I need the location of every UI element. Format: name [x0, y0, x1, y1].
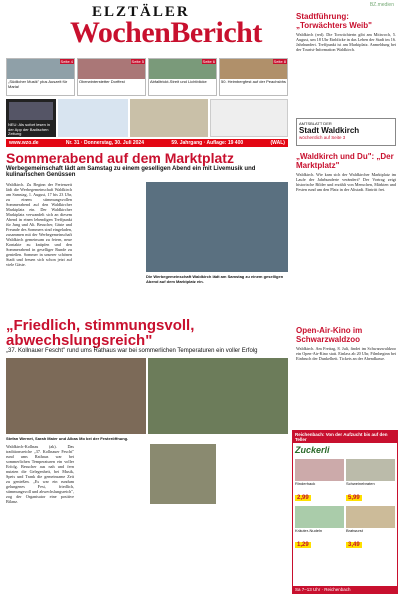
- ad-item-image: [346, 459, 395, 481]
- issue-info-bar: [6, 139, 288, 147]
- website-link[interactable]: www.wzo.de: [9, 140, 39, 146]
- article1-subhead: Werbegemeinschaft lädt am Samstag zu einem geselligen Abend ein mit Livemusik und kulinarischen Genüssen: [6, 166, 256, 178]
- advertisement[interactable]: [292, 430, 398, 594]
- article2-photo-secondary: [148, 358, 288, 434]
- feature-image: [130, 99, 208, 137]
- badge-main: Stadt Waldkirch: [299, 126, 360, 135]
- article2-photo-main: [6, 358, 146, 434]
- ad-item: [295, 506, 344, 551]
- teaser-page: Seite 8: [273, 59, 286, 64]
- article2-body-continued: [78, 444, 146, 594]
- sidebar-title-1: Stadtführung: „Torwächters Weib": [296, 12, 372, 30]
- edition-info: 59. Jahrgang · Auflage: 19 400: [171, 140, 244, 146]
- ad-item-price: 1,29: [297, 542, 309, 548]
- ad-item: [346, 506, 395, 551]
- app-promo-text: NEU: Als sofort lesen in der App der Badischen Zeitung: [8, 122, 51, 136]
- masthead-sub: ELZTÄLER: [92, 4, 190, 20]
- sidebar-text-1: Waldkirch (red). Die Torwächterin gibt am Mittwoch, 5. August, um 18 Uhr Einblicke in das Leben der Stadt im 16. Jahrhundert. Treffpunkt ist am Marktplatz. Anmeldung bei der Tourist-Information Waldkirch.: [296, 32, 396, 52]
- sidebar-text-3: Waldkirch. Am Freitag, 8. Juli, findet im Schwarzwaldzoo ein Open-Air-Kino statt. Einlass ab 20 Uhr, Filmbeginn bei Einbruch der Dunkelheit. Tickets an der Abendkasse.: [296, 346, 396, 361]
- ad-item-price: 5,99: [348, 495, 360, 501]
- ad-item-image: [295, 506, 344, 528]
- article2-body-right: [220, 444, 288, 594]
- ad-item-name: Kräuter-Nudeln: [295, 528, 323, 533]
- app-promo[interactable]: [6, 99, 56, 137]
- article1-headline: Sommerabend auf dem Marktplatz: [6, 150, 234, 166]
- ad-header: Reichenbach: Von der Aufzucht bis auf den Teller: [293, 431, 397, 443]
- teaser-3[interactable]: [148, 58, 217, 96]
- amtsblatt-badge[interactable]: [296, 118, 396, 146]
- article1-body-continued: [76, 182, 142, 312]
- publisher-logo: BZ.medien: [369, 2, 394, 8]
- ad-item-price: 3,49: [348, 542, 360, 548]
- masthead-title: WochenBericht: [70, 16, 262, 49]
- teaser-page: Seite 6: [202, 59, 215, 64]
- ad-item-name: Bratwurst: [346, 528, 363, 533]
- article2-body: Waldkirch-Kollnau (ak). Das traditionsreiche „37. Kollnauer Fescht" rund ums Rathaus war bei sommerlichen Temperaturen ein voller Erfolg. Besucher aus nah und fern nutzten die Gelegenheit, bei Musik, Speis und Trank die gemeinsame Zeit zu genießen. „Es war ein rundum gelungenes Fest, friedlich, stimmungsvoll und abwechslungsreich", zog der Organisator eine positive Bilanz.: [6, 444, 74, 504]
- article1-body: Waldkirch. Zu Beginn der Ferienzeit lädt die Werbegemeinschaft Waldkirch am Samstag, 1. August, 17 bis 23 Uhr, zu einem stimmungsvollen Sommerabend auf den Waldkircher Marktplatz ein. Der Waldkircher Marktplatz verwandelt sich an diesem Abend in einen lebendigen Treffpunkt für Jung und Alt. Besucher, Gäste und Freunde des Sommers sind eingeladen, zusammen mit der Werbegemeinschaft Waldkirch gemeinsam zu feiern, neue Kontakte zu knüpfen und den Sommerabend in geselliger Runde zu genießen. Sommer in unserer schönen Stadt und freuen sich schon jetzt auf viele Gäste.: [6, 182, 72, 267]
- teaser-caption: „Südlicher Musik" plus Auszeit für Maria!: [8, 79, 68, 89]
- badge-top: AMTSBLATT DER: [299, 121, 332, 126]
- ad-item-image: [346, 506, 395, 528]
- article1-photo-caption: Die Werbegemeinschaft Waldkirch lädt am Samstag zu einem geselligen Abend auf dem Marktplatz ein.: [146, 274, 284, 284]
- ad-item-name: Schweinebraten: [346, 481, 375, 486]
- ad-item-name: Rinderhack: [295, 481, 316, 486]
- article2-photo-caption: Stefan Wernet, Sarah Maier und Albas Mo bei der Festeröffnung.: [6, 436, 129, 441]
- teaser-4[interactable]: [219, 58, 288, 96]
- teaser-strip: [6, 58, 288, 96]
- teaser-caption: 50. Heimbergfest auf der Peachsbhs: [221, 79, 286, 84]
- article2-photo-small: [150, 444, 216, 504]
- sidebar-title-3: Open-Air-Kino im Schwarzwaldzoo: [296, 326, 363, 344]
- ad-item: [346, 459, 395, 504]
- ad-item-image: [295, 459, 344, 481]
- ad-item: [295, 459, 344, 504]
- article1-photo: [146, 182, 288, 272]
- article2-subhead: „37. Kollnauer Fescht" rund ums Rathaus war bei sommerlichen Temperaturen ein voller Erfolg: [6, 348, 258, 354]
- article2-headline: „Friedlich, stimmungsvoll, abwechslungsreich": [6, 317, 195, 349]
- region-code: (WAL): [270, 140, 285, 146]
- ad-item-price: 2,99: [297, 495, 309, 501]
- teaser-caption: Abfalltrickt-Streit und Lichtblicke: [150, 79, 207, 84]
- teaser-page: Seite 5: [131, 59, 144, 64]
- ad-footer: Sa 7–13 Uhr · Reichenbach: [293, 586, 397, 593]
- ad-brand: Zuckerli: [295, 445, 330, 455]
- teaser-page: Seite 4: [60, 59, 73, 64]
- feature-image: [58, 99, 128, 137]
- issue-date: Nr. 31 · Donnerstag, 30. Juli 2024: [65, 140, 144, 146]
- sidebar-title-2: „Waldkirch und Du": „Der Marktplatz": [296, 152, 394, 170]
- sidebar-text-2: Waldkirch. Wie kam sich der Waldkircher Marktplatz im Laufe der Jahrhunderte verändert? Der Vortrag zeigt historische Bilder und erzählt von Menschen, Märkten und Festen rund um den Platz in der Altstadt. Eintritt frei.: [296, 172, 396, 192]
- teaser-caption: Oberwinterstetter Dorffest: [79, 79, 125, 84]
- teaser-2[interactable]: [77, 58, 146, 96]
- phone-image: [9, 102, 53, 120]
- teaser-1[interactable]: [6, 58, 75, 96]
- article1-body-tail: [146, 288, 288, 314]
- badge-sub: wöchentlich auf Seite 3: [299, 135, 346, 140]
- ad-banner[interactable]: [210, 99, 288, 137]
